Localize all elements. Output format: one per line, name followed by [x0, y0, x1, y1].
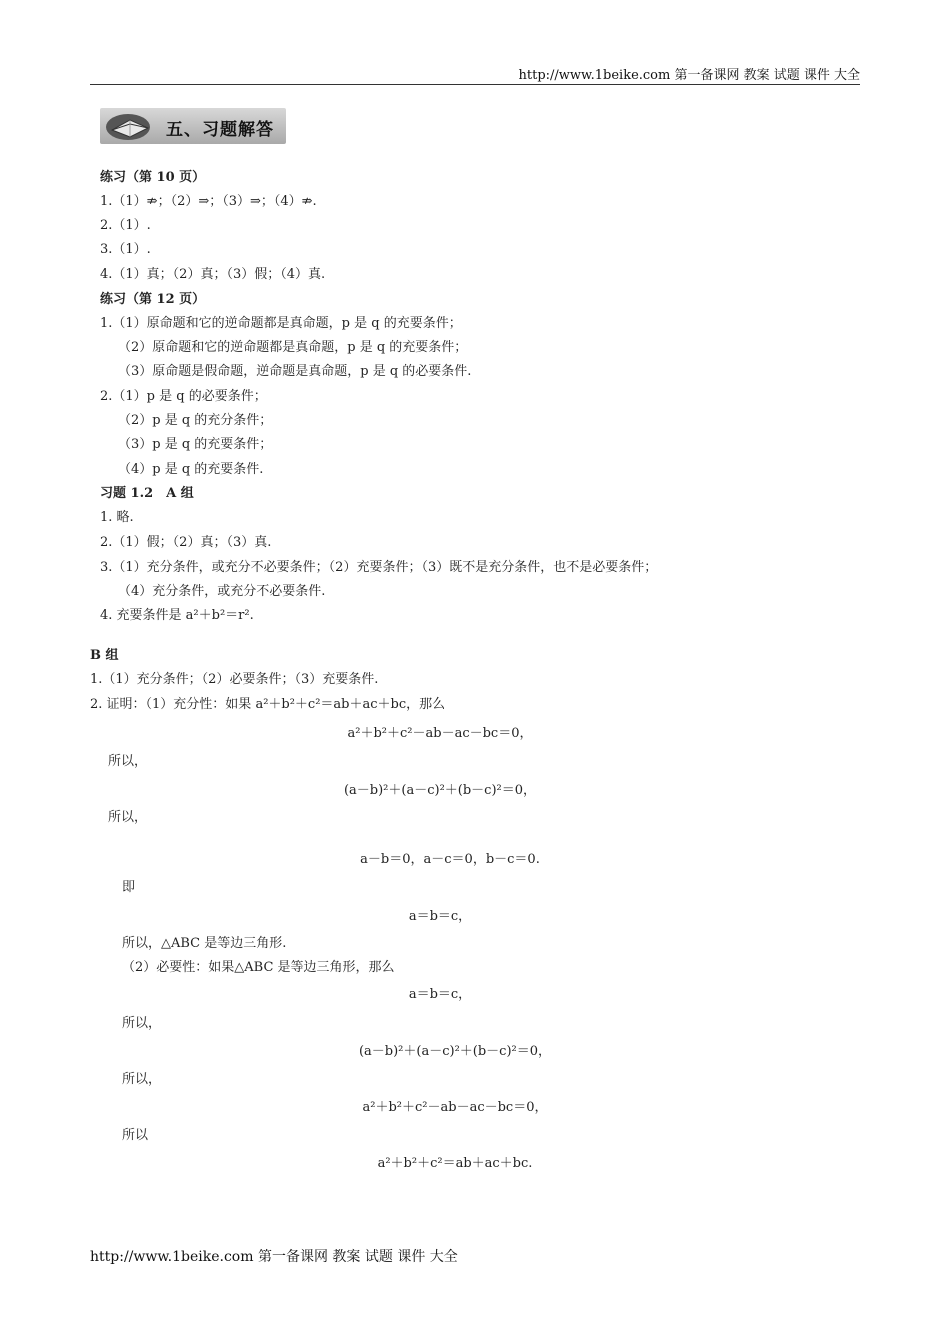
equation-2: (a－b)²＋(a－c)²＋(b－c)²＝0， [343, 783, 537, 798]
exercise-10-line-2: 2.（1）. [100, 218, 151, 233]
exercise-10-heading: 练习（第 10 页） [100, 170, 206, 185]
group-a-heading: 习题 1.2 A 组 [100, 486, 194, 501]
group-b-line-2: 2. 证明：（1）充分性：如果 a²＋b²＋c²＝ab＋ac＋bc，那么 [90, 697, 446, 712]
page-header: http://www.1beike.com 第一备课网 教案 试题 课件 大全 [90, 64, 860, 85]
group-a-line-5: 4. 充要条件是 a²＋b²＝r². [100, 608, 254, 623]
group-a-line-3: 3.（1）充分条件，或充分不必要条件；（2）充要条件；（3）既不是充分条件，也不是必要条件； [100, 560, 658, 575]
equation-1: a²＋b²＋c²－ab－ac－bc＝0， [347, 726, 533, 741]
equation-3: a－b＝0，a－c＝0，b－c＝0. [360, 852, 540, 867]
group-a-line-4: （4）充分条件，或充分不必要条件. [118, 584, 326, 599]
section-banner [100, 108, 286, 144]
proof-text-3: 即 [122, 880, 136, 895]
exercise-12-line-4: 2.（1）p 是 q 的必要条件； [100, 389, 267, 404]
group-a-line-1: 1. 略. [100, 510, 134, 525]
equation-8: a²＋b²＋c²＝ab＋ac＋bc. [377, 1156, 533, 1171]
equation-4: a＝b＝c， [408, 909, 472, 924]
group-b-heading: B 组 [90, 648, 119, 663]
equation-7: a²＋b²＋c²－ab－ac－bc＝0， [362, 1100, 548, 1115]
equation-6: (a－b)²＋(a－c)²＋(b－c)²＝0， [358, 1044, 552, 1059]
book-icon [104, 110, 156, 142]
proof-text-8: 所以 [122, 1128, 149, 1143]
section-title: 五、习题解答 [166, 120, 274, 140]
page-footer: http://www.1beike.com 第一备课网 教案 试题 课件 大全 [90, 1249, 458, 1265]
proof-text-7: 所以， [122, 1072, 162, 1087]
exercise-12-line-7: （4）p 是 q 的充要条件. [118, 462, 264, 477]
exercise-12-line-3: （3）原命题是假命题，逆命题是真命题，p 是 q 的必要条件. [118, 364, 472, 379]
exercise-10-line-3: 3.（1）. [100, 242, 151, 257]
exercise-12-line-5: （2）p 是 q 的充分条件； [118, 413, 273, 428]
proof-text-5: （2）必要性：如果△ABC 是等边三角形，那么 [122, 960, 395, 975]
group-b-line-1: 1.（1）充分条件；（2）必要条件；（3）充要条件. [90, 672, 379, 687]
exercise-10-line-4: 4.（1）真；（2）真；（3）假；（4）真. [100, 267, 326, 282]
exercise-12-line-1: 1.（1）原命题和它的逆命题都是真命题，p 是 q 的充要条件； [100, 316, 462, 331]
proof-text-4: 所以，△ABC 是等边三角形. [122, 936, 287, 951]
group-a-line-2: 2.（1）假；（2）真；（3）真. [100, 535, 272, 550]
proof-text-2: 所以， [108, 810, 148, 825]
exercise-12-heading: 练习（第 12 页） [100, 292, 206, 307]
proof-text-1: 所以， [108, 754, 148, 769]
proof-text-6: 所以， [122, 1016, 162, 1031]
exercise-10-line-1: 1.（1）⇏；（2）⇒；（3）⇒；（4）⇏. [100, 194, 317, 209]
equation-5: a＝b＝c， [408, 987, 472, 1002]
exercise-12-line-2: （2）原命题和它的逆命题都是真命题，p 是 q 的充要条件； [118, 340, 468, 355]
exercise-12-line-6: （3）p 是 q 的充要条件； [118, 437, 273, 452]
